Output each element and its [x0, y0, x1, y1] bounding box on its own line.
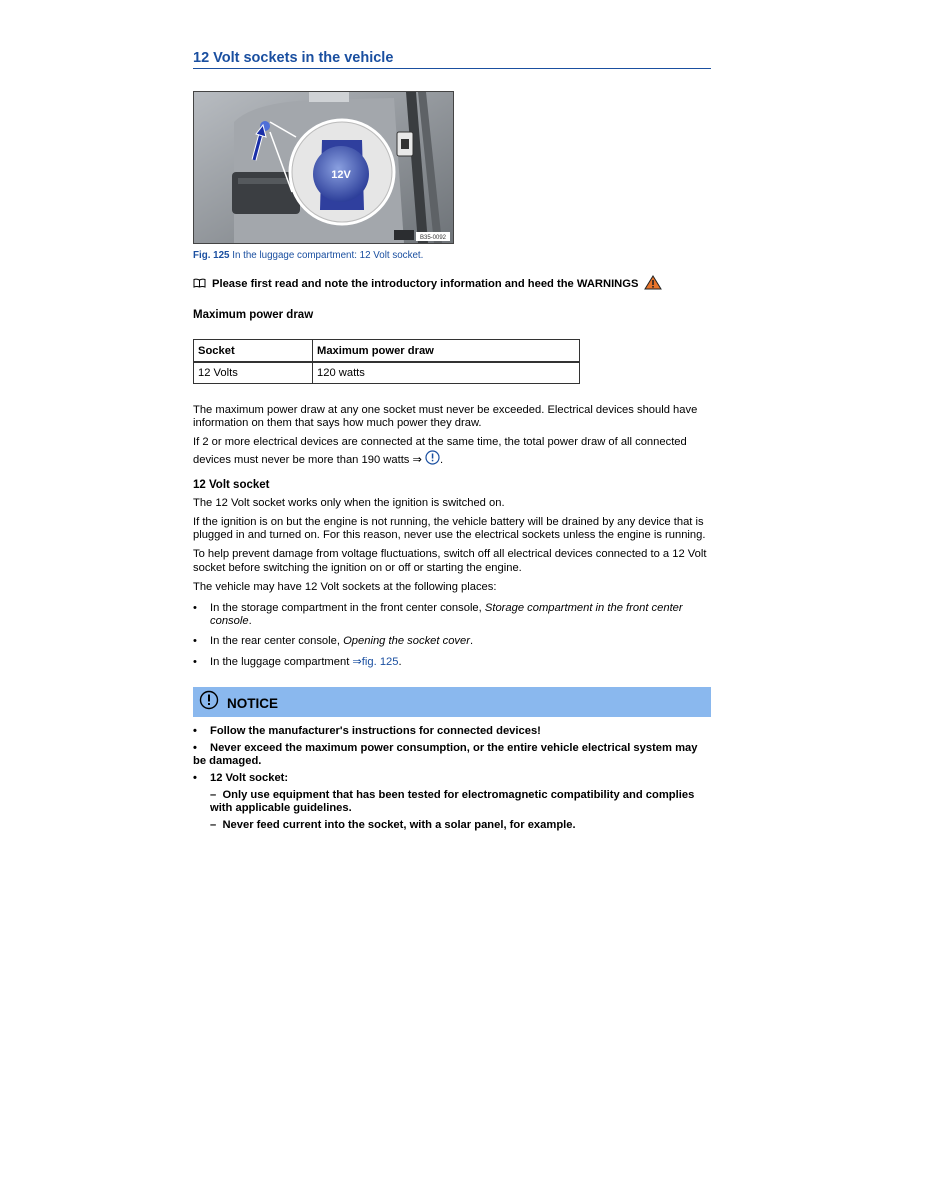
list-item: [210, 789, 711, 815]
cross-reference[interactable]: Opening the socket cover: [343, 635, 470, 648]
list-item-end: .: [469, 635, 474, 648]
table-header-socket: Socket: [194, 340, 313, 363]
bullet: •: [193, 724, 197, 737]
intro-line: [193, 275, 711, 293]
list-item: [193, 635, 711, 648]
places-list: [193, 602, 711, 669]
list-item: [193, 656, 711, 669]
paragraph-ignition: The 12 Volt socket works only when the ignition is switched on.: [193, 496, 505, 509]
notice-label: NOTICE: [227, 696, 279, 712]
section-heading-max-power: Maximum power draw: [193, 309, 314, 321]
paragraph-voltage: To help prevent damage from voltage fluctuations, switch off all electrical devices connected to a 12 Volt socket before switching the ignition on or off or starting the engine.: [193, 548, 707, 574]
bullet: •: [193, 635, 197, 648]
figure-caption-text: In the luggage compartment: 12 Volt socket.: [232, 250, 424, 261]
bullet: •: [193, 772, 197, 785]
figure-caption-label: Fig. 125: [193, 250, 230, 261]
bullet: •: [193, 602, 197, 615]
notice-icon: [199, 690, 219, 713]
figure-luggage-socket: [193, 91, 454, 244]
table-header-row: [194, 340, 580, 363]
list-item: [193, 725, 711, 738]
notice-sub-item-text: Never feed current into the socket, with a solar panel, for example.: [222, 819, 576, 832]
table-cell-power: 120 watts: [313, 362, 580, 384]
list-item-end: .: [398, 655, 402, 668]
paragraph-battery: If the ignition is on but the engine is not running, the vehicle battery will be drained by any device that is plugged in and turned on. For this reason, never use the electrical sockets unless the engine is running.: [193, 516, 706, 542]
table-header-max-power: Maximum power draw: [313, 340, 580, 363]
figure-link[interactable]: ⇒fig. 125: [352, 655, 399, 668]
notice-sub-item-text: Only use equipment that has been tested for electromagnetic compatibility and complies with applicable guidelines.: [210, 788, 695, 814]
socket-badge: 12V: [331, 169, 351, 181]
list-item-text: In the luggage compartment: [210, 655, 353, 668]
paragraph-total-power-text: If 2 or more electrical devices are connected at the same time, the total power draw of all connected devices must never be more than 190 watts: [193, 436, 687, 466]
warning-triangle-icon[interactable]: [644, 275, 662, 293]
list-item-end: .: [248, 615, 252, 628]
page-title: 12 Volt sockets in the vehicle: [193, 50, 711, 69]
figure-caption: [193, 250, 711, 261]
list-item: [193, 602, 711, 628]
table-row: [194, 362, 580, 384]
notice-item-text: Never exceed the maximum power consumption, or the entire vehicle electrical system may be damaged.: [193, 742, 698, 768]
cross-reference[interactable]: Storage compartment in the front center console: [210, 602, 683, 628]
notice-list: [193, 725, 711, 832]
page-content: [193, 50, 711, 836]
reference-arrow: ⇒: [412, 453, 422, 466]
figure-code: B35-0092: [419, 235, 447, 241]
paragraph-max-power: The maximum power draw at any one socket must never be exceeded. Electrical devices should have information on them that says how much power they draw.: [193, 404, 698, 430]
list-item-text: In the storage compartment in the front center console,: [210, 602, 485, 615]
paragraph-places: The vehicle may have 12 Volt sockets at the following places:: [193, 580, 497, 593]
table-cell-socket: 12 Volts: [194, 362, 313, 384]
list-item: [193, 772, 711, 832]
power-table: [193, 339, 580, 384]
notice-circle-icon[interactable]: [425, 450, 440, 469]
bullet: •: [193, 655, 197, 668]
book-icon: [193, 278, 206, 291]
notice-header: [193, 687, 711, 717]
paragraph-total-power-end: .: [440, 453, 444, 466]
luggage-compartment-illustration: [194, 92, 453, 243]
intro-text: Please first read and note the introductory information and heed the WARNINGS: [212, 278, 639, 290]
section-heading-socket: 12 Volt socket: [193, 478, 270, 491]
list-item-text: In the rear center console,: [210, 635, 344, 648]
dash: –: [210, 819, 217, 832]
bullet: •: [193, 742, 197, 755]
list-item: [193, 742, 711, 768]
dash: –: [210, 788, 217, 801]
notice-item-text: 12 Volt socket:: [210, 772, 289, 785]
notice-sub-list: [210, 789, 711, 833]
paragraph-total-power: [193, 436, 711, 468]
notice-item-text: Follow the manufacturer's instructions for connected devices!: [210, 724, 541, 737]
list-item: [210, 819, 711, 832]
